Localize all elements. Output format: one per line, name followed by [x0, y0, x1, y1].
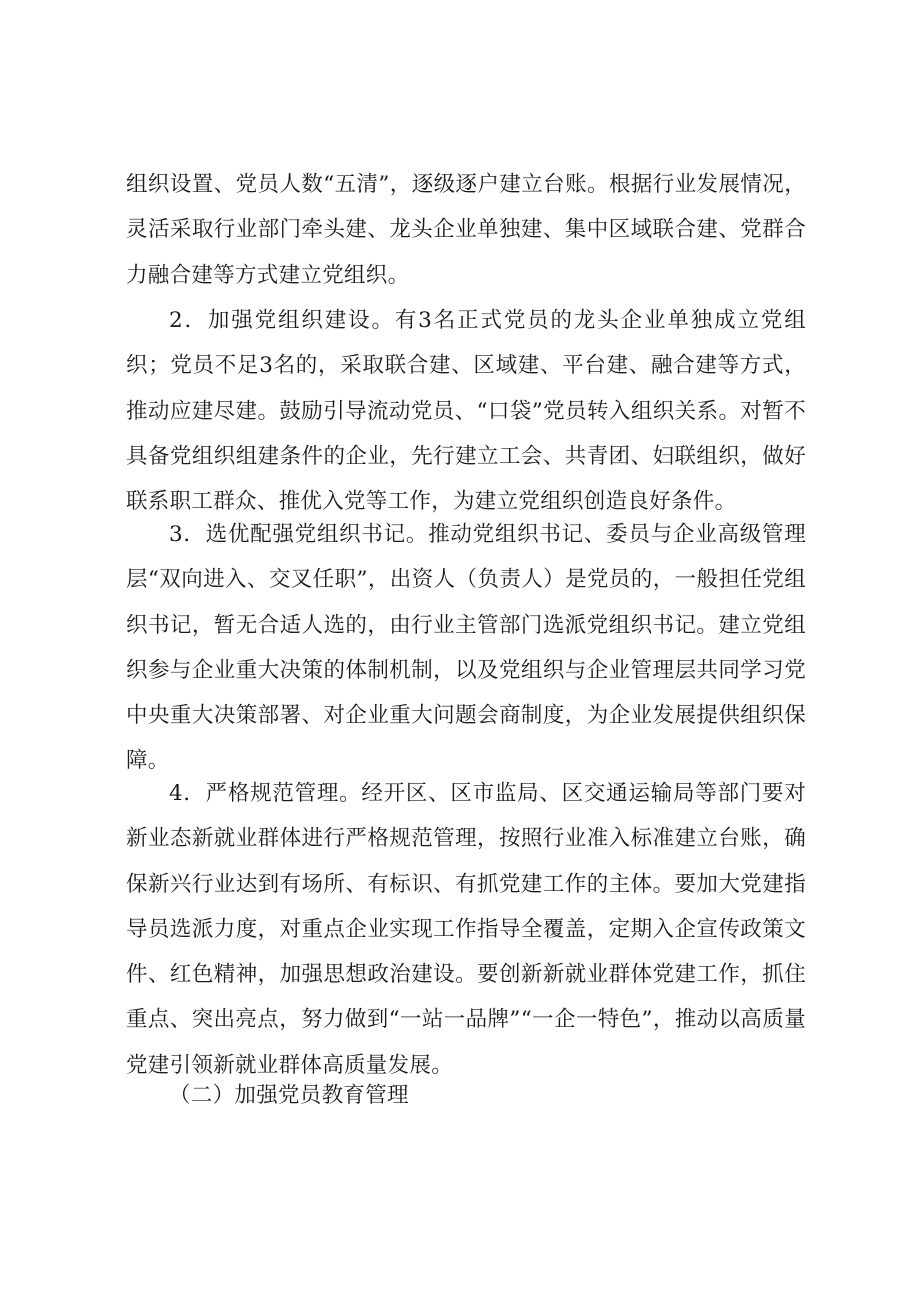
- paragraph-item-3: 3．选优配强党组织书记。推动党组织书记、委员与企业高级管理层“双向进入、交叉任职”，出资人（负责人）是党员的，一般担任党组织书记，暂无合适人选的，由行业主管部门选派党组织书记。建立党组织参与企业重大决策的体制机制，以及党组织与企业管理层共同学习党中央重大决策部署、对企业重大问题会商制度，为企业发展提供组织保障。: [126, 522, 806, 774]
- paragraph-item-4: 4．严格规范管理。经开区、区市监局、区交通运输局等部门要对新业态新就业群体进行严格规范管理，按照行业准入标准建立台账，确保新兴行业达到有场所、有标识、有抓党建工作的主体。要加大党建指导员选派力度，对重点企业实现工作指导全覆盖，定期入企宣传政策文件、红色精神，加强思想政治建设。要创新新就业群体党建工作，抓住重点、突出亮点，努力做到“一站一品牌”“一企一特色”，推动以高质量党建引领新就业群体高质量发展。: [126, 781, 806, 1078]
- section-heading: （二）加强党员教育管理: [169, 1083, 409, 1108]
- paragraph-continuation: 组织设置、党员人数“五清”，逐级逐户建立台账。根据行业发展情况，灵活采取行业部门牵头建、龙头企业单独建、集中区域联合建、党群合力融合建等方式建立党组织。: [126, 172, 806, 288]
- paragraph-item-2: 2．加强党组织建设。有3名正式党员的龙头企业单独成立党组织；党员不足3名的，采取联合建、区域建、平台建、融合建等方式，推动应建尽建。鼓励引导流动党员、“口袋”党员转入组织关系。对暂不具备党组织组建条件的企业，先行建立工会、共青团、妇联组织，做好联系职工群众、推优入党等工作，为建立党组织创造良好条件。: [126, 308, 806, 515]
